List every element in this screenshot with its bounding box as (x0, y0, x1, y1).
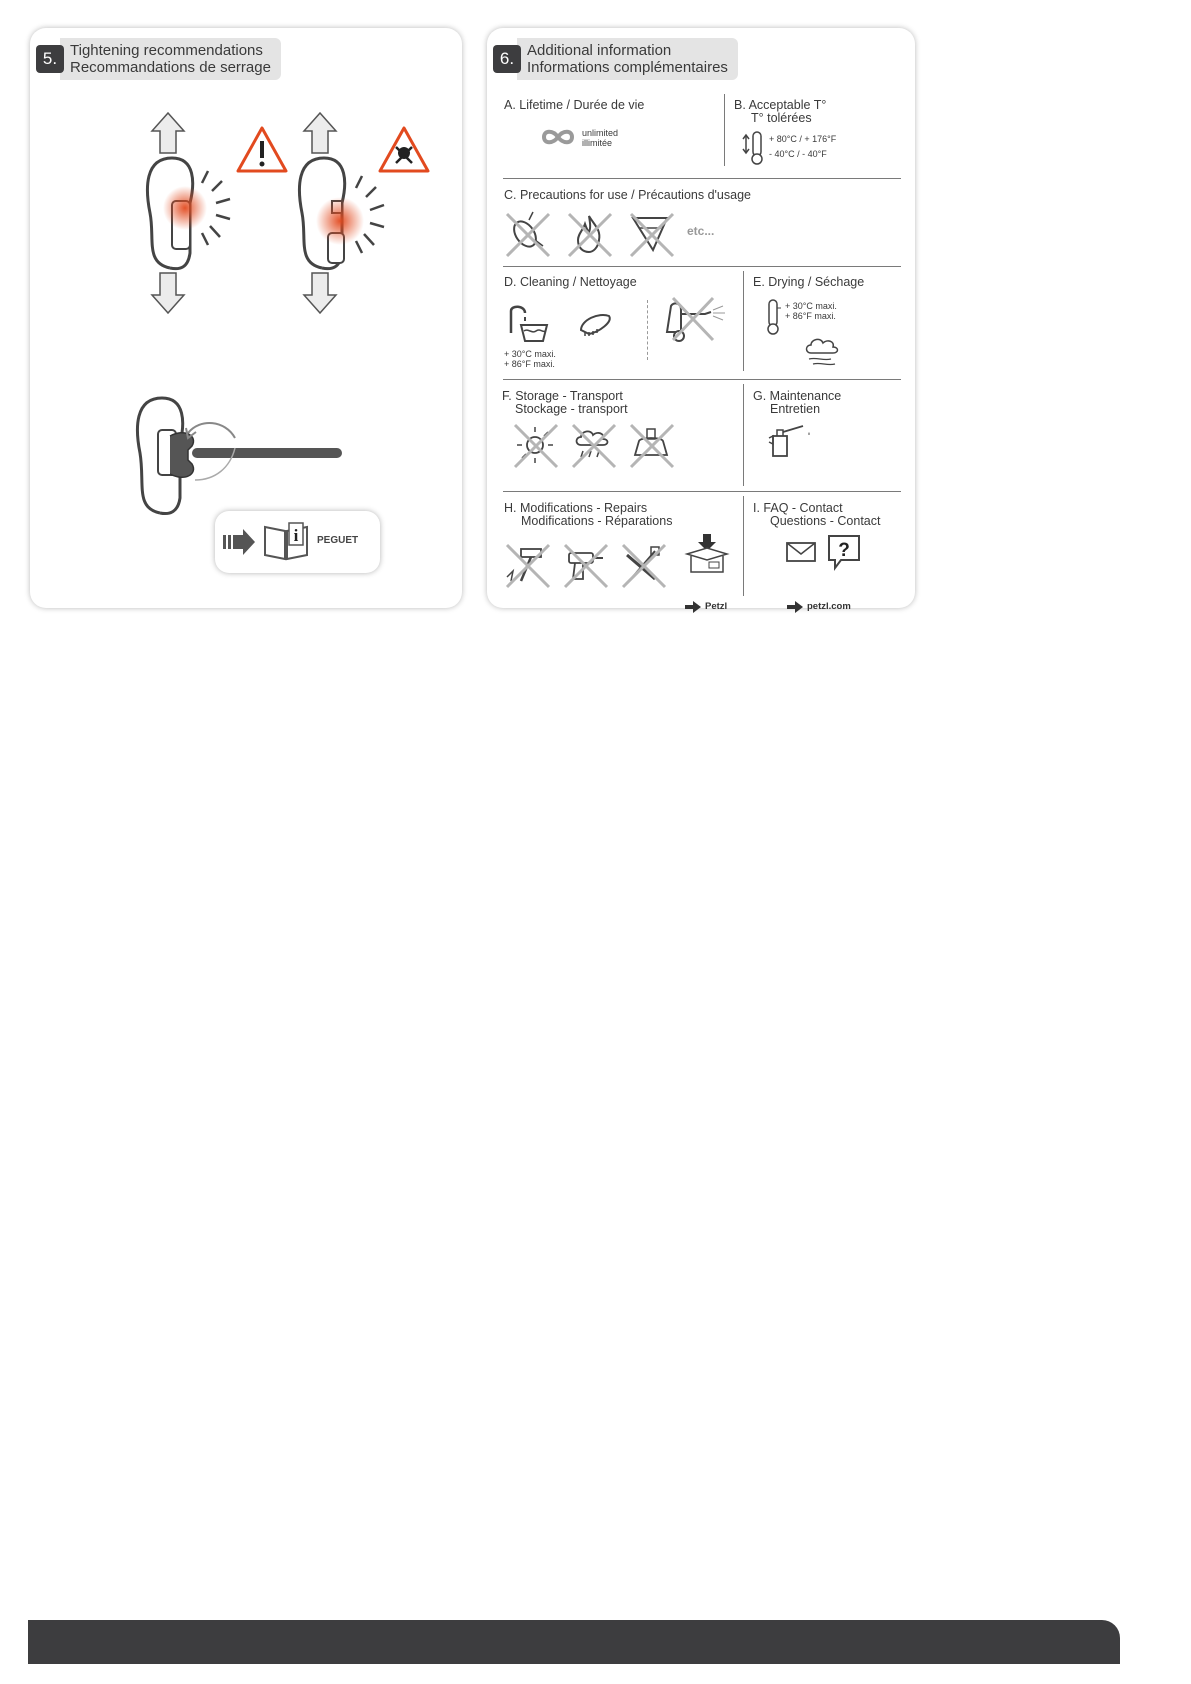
manual-book-icon (263, 521, 309, 561)
panel-tightening (30, 28, 462, 608)
petzl-website-link[interactable]: petzl.com (807, 601, 851, 612)
section-g-label-2: Entretien (770, 402, 821, 416)
oil-can-icon (767, 422, 817, 458)
chemical-forbidden-icon (627, 210, 675, 258)
arrow-right-icon (685, 601, 701, 613)
wrench-tightening-figure (130, 388, 350, 523)
section-5-title-en: Tightening recommendations (70, 42, 263, 59)
lifetime-value-en: unlimited (582, 128, 619, 138)
section-6-title-fr: Informations complémentaires (527, 59, 728, 76)
temp-min: - 40°C / - 40°F (769, 149, 827, 159)
section-c-label: C. Precautions for use / Précautions d'usage (504, 188, 751, 202)
air-dry-icon (803, 335, 843, 369)
section-g-label-1: G. Maintenance (753, 389, 842, 403)
rain-forbidden-icon (569, 421, 617, 469)
section-e-label: E. Drying / Séchage (753, 275, 865, 289)
section-f-label-1: F. Storage - Transport (502, 389, 623, 403)
arrow-right-icon (223, 529, 257, 555)
divider-row-2 (503, 266, 901, 267)
cleaning-temp-c: + 30°C maxi. (504, 349, 556, 359)
infinity-icon (541, 128, 575, 146)
manual-brand-label: PEGUET (317, 535, 359, 546)
drying-temp-c: + 30°C maxi. (785, 301, 837, 311)
sharp-edge-forbidden-icon (503, 210, 551, 258)
section-6-header (493, 38, 738, 80)
temp-max: + 80°C / + 176°F (769, 134, 837, 144)
section-h-label-1: H. Modifications - Repairs (504, 501, 648, 515)
thermometer-icon (743, 130, 765, 166)
section-5-number: 5. (36, 45, 64, 73)
section-i-label-1: I. FAQ - Contact (753, 501, 843, 515)
section-6-title-en: Additional information (527, 42, 672, 59)
divider-ab (724, 94, 725, 166)
arrow-right-icon (787, 601, 803, 613)
car-storage-forbidden-icon (627, 421, 675, 469)
drying-thermometer-icon (765, 298, 783, 336)
connector-danger-figure (262, 113, 452, 313)
section-a-label: A. Lifetime / Durée de vie (504, 98, 645, 112)
divider-row-4 (503, 491, 901, 492)
petzl-return-link[interactable]: Petzl (705, 601, 728, 612)
cleaning-temp-f: + 86°F maxi. (504, 359, 555, 369)
hammer-forbidden-icon (503, 541, 551, 589)
question-bubble-icon (827, 534, 861, 570)
divider-row-3 (503, 379, 901, 380)
saw-tools-forbidden-icon (619, 541, 667, 589)
fire-forbidden-icon (565, 210, 613, 258)
section-b-label-2: T° tolérées (751, 111, 812, 125)
svg-text:?: ? (838, 540, 850, 561)
sun-forbidden-icon (511, 421, 559, 469)
panel-additional-info (487, 28, 915, 612)
envelope-icon (785, 540, 817, 564)
section-6-number: 6. (493, 45, 521, 73)
section-5-title-fr: Recommandations de serrage (70, 59, 271, 76)
return-box-icon (683, 534, 731, 574)
divider-row-1 (503, 178, 901, 179)
drill-forbidden-icon (561, 541, 609, 589)
brush-icon (579, 310, 613, 336)
section-i-label-2: Questions - Contact (770, 514, 881, 528)
footer-bar (28, 1620, 1120, 1664)
section-6-title (517, 38, 738, 80)
svg-text:i: i (293, 526, 299, 545)
divider-hi (743, 496, 744, 596)
precautions-etc: etc... (687, 224, 715, 238)
washing-basin-icon (507, 303, 549, 343)
pressure-washer-forbidden-icon (659, 294, 729, 344)
divider-de (743, 271, 744, 371)
section-f-label-2: Stockage - transport (515, 402, 628, 416)
manual-reference-box (215, 511, 380, 573)
section-5-title (60, 38, 281, 80)
section-h-label-2: Modifications - Réparations (521, 514, 673, 528)
section-d-label: D. Cleaning / Nettoyage (504, 275, 637, 289)
drying-temp-f: + 86°F maxi. (785, 311, 836, 321)
section-5-header (36, 38, 281, 80)
lifetime-value-fr: illimitée (582, 138, 613, 148)
section-b-label-1: B. Acceptable T° (734, 98, 827, 112)
divider-fg (743, 384, 744, 486)
cleaning-dashed-divider (647, 300, 648, 360)
